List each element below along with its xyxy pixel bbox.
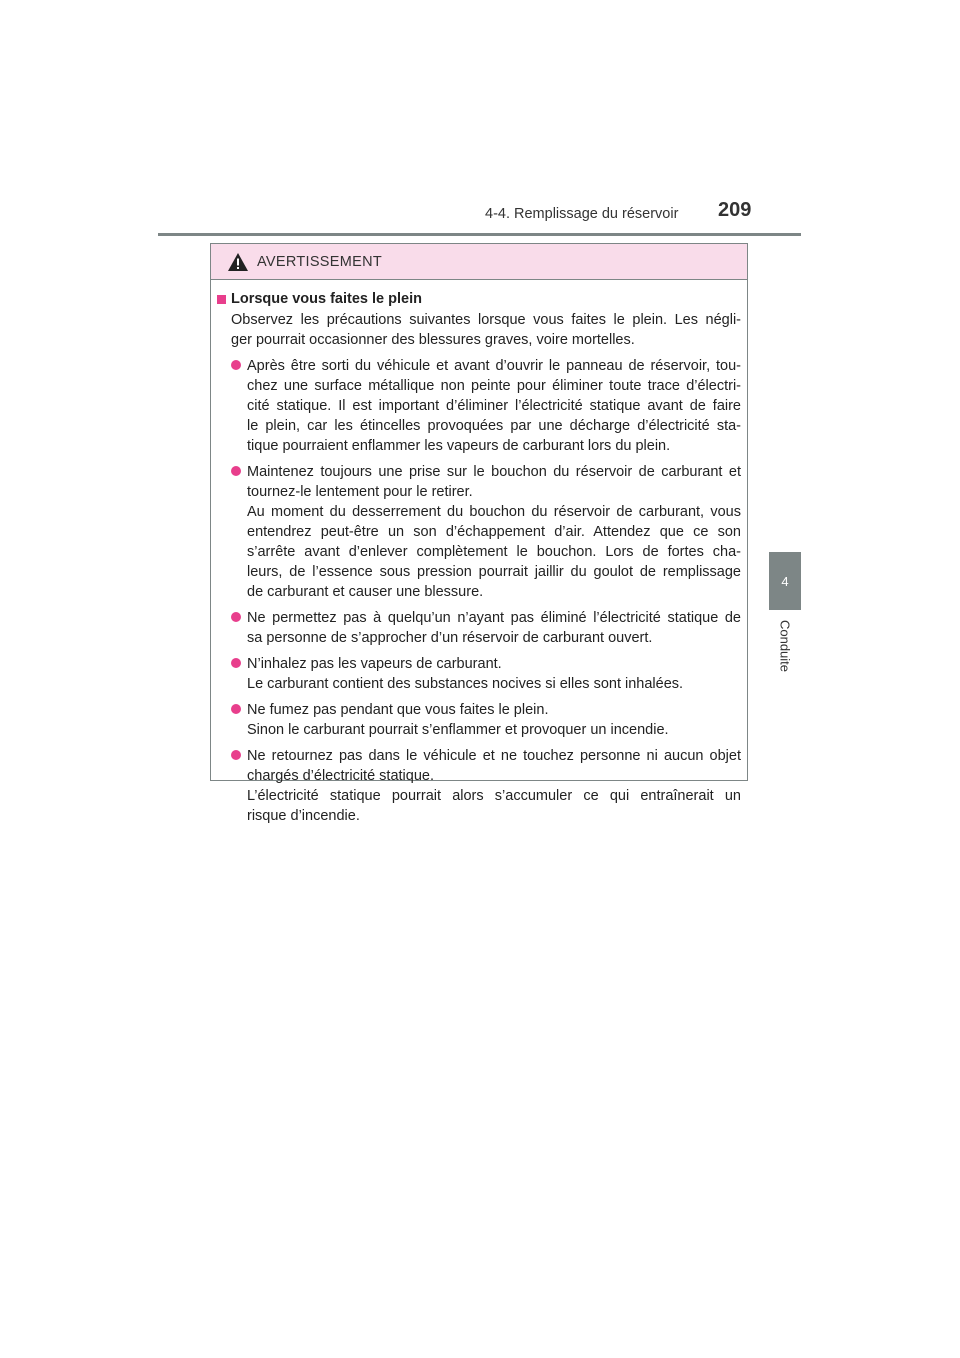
text-line: Ne permettez pas à quelqu’un n’ayant pas éliminé l’électricité statique de <box>247 610 741 626</box>
round-bullet-icon <box>231 466 241 476</box>
chapter-label: Conduite <box>777 619 793 673</box>
header-rule <box>158 233 801 236</box>
text-line: chez une surface métallique non peinte pour éliminer toute trace d’électri- <box>247 378 741 394</box>
text-line: tique pourraient enflammer les vapeurs de carburant lors du plein. <box>247 438 671 454</box>
warning-box <box>210 243 748 824</box>
page-number: 209 <box>718 199 752 221</box>
round-bullet-icon <box>231 612 241 622</box>
text-line: N’inhalez pas les vapeurs de carburant. <box>247 656 502 672</box>
text-line: leurs, de l’essence sous pression pourrait jaillir du goulot de remplissage <box>247 564 741 580</box>
text-line: s’arrête avant d’enlever complètement le bouchon. Lors de fortes cha- <box>247 544 741 560</box>
text-line: Après être sorti du véhicule et avant d’ouvrir le panneau de réservoir, tou- <box>247 358 741 374</box>
text-line: tournez-le lentement pour le retirer. <box>247 484 473 500</box>
section-title-text: Lorsque vous faites le plein <box>231 291 422 307</box>
warning-header <box>211 244 747 280</box>
text-line: Le carburant contient des substances nocives si elles sont inhalées. <box>247 676 684 692</box>
text-line: entendrez peut-être un son d’échappement d’air. Attendez que ce son <box>247 524 741 540</box>
round-bullet-icon <box>231 658 241 668</box>
text-line: Au moment du desserrement du bouchon du réservoir de carburant, vous <box>247 504 741 520</box>
chapter-number: 4 <box>781 573 789 589</box>
round-bullet-icon <box>231 704 241 714</box>
section-heading: 4-4. Remplissage du réservoir <box>485 206 679 222</box>
square-bullet-icon <box>217 295 226 304</box>
intro-paragraph <box>231 310 741 350</box>
text-line: ger pourrait occasionner des blessures graves, voire mortelles. <box>231 332 635 348</box>
bullet-list <box>217 356 741 826</box>
round-bullet-icon <box>231 360 241 370</box>
text-line: Ne retournez pas dans le véhicule et ne touchez personne ni aucun objet <box>247 748 741 764</box>
text-line: risque d’incendie. <box>247 808 360 824</box>
chapter-tab <box>769 552 801 610</box>
bullet-item <box>217 608 741 648</box>
text-line: sa personne de s’approcher d’un réservoir de carburant ouvert. <box>247 630 653 646</box>
text-line: de carburant et causer une blessure. <box>247 584 484 600</box>
bullet-item <box>217 462 741 602</box>
text-line: cité statique. Il est important d’éliminer l’électricité statique avant de faire <box>247 398 741 414</box>
text-line: Observez les précautions suivantes lorsque vous faites le plein. Les négli- <box>231 312 741 328</box>
warning-title: AVERTISSEMENT <box>257 253 383 270</box>
bullet-item <box>217 746 741 826</box>
bullet-item <box>217 654 741 694</box>
bullet-item <box>217 700 741 740</box>
warning-body <box>211 280 747 826</box>
text-line: chargés d’électricité statique. <box>247 768 434 784</box>
text-line: Maintenez toujours une prise sur le bouchon du réservoir de carburant et <box>247 464 741 480</box>
section-title <box>217 290 741 309</box>
text-line: Ne fumez pas pendant que vous faites le plein. <box>247 702 549 718</box>
warning-triangle-icon <box>227 252 249 272</box>
text-line: Sinon le carburant pourrait s’enflammer et provoquer un incendie. <box>247 722 669 738</box>
text-line: L’électricité statique pourrait alors s’accumuler ce qui entraînerait un <box>247 788 741 804</box>
text-line: le plein, car les étincelles provoquées par une décharge d’électricité sta- <box>247 418 741 434</box>
round-bullet-icon <box>231 750 241 760</box>
bullet-item <box>217 356 741 456</box>
